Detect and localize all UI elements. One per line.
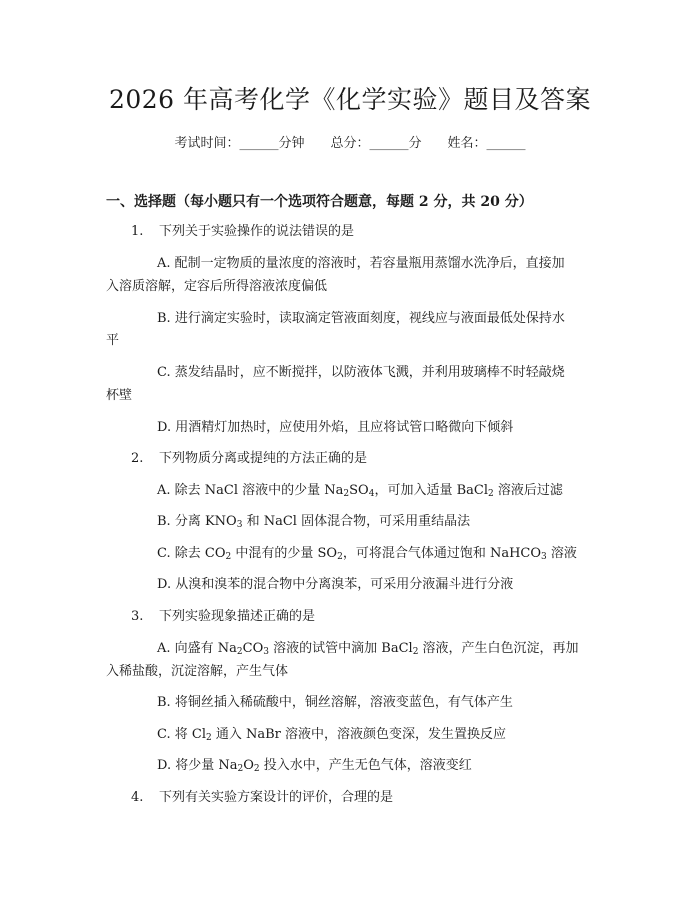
subscript: 2: [225, 552, 232, 562]
text: C. 将 Cl: [157, 727, 206, 742]
text: D. 将少量 Na: [157, 758, 238, 773]
q2-option-c: [157, 546, 577, 562]
text: ，可将混合气体通过饱和 NaHCO: [342, 546, 542, 561]
q3-option-c: [157, 727, 506, 743]
subscript: 2: [236, 647, 243, 657]
q1-option-a-continued: 入溶质溶解，定容后所得溶液浓度偏低: [106, 279, 328, 294]
question-number: 4.: [131, 790, 144, 805]
q3-option-d: [157, 758, 472, 774]
subscript: 3: [236, 520, 243, 530]
text: 通入 NaBr 溶液中，溶液颜色变深，发生置换反应: [211, 727, 507, 742]
question-number: 1.: [131, 224, 144, 239]
subscript: 2: [237, 764, 244, 774]
question-2: [131, 451, 367, 467]
question-4: [131, 790, 393, 806]
text: B. 分离 KNO: [157, 514, 237, 529]
text: C. 除去 CO: [157, 546, 226, 561]
text: A. 向盛有 Na: [157, 641, 237, 656]
question-stem: 下列关于实验操作的说法错误的是: [159, 224, 355, 239]
subscript: 2: [412, 647, 419, 657]
q2-option-a: [157, 483, 563, 499]
subscript: 2: [337, 552, 343, 562]
text: CO: [242, 641, 264, 656]
text: SO: [349, 483, 369, 498]
q1-option-d: D. 用酒精灯加热时，应使用外焰，且应将试管口略微向下倾斜: [157, 420, 514, 435]
text: A. 除去 NaCl 溶液中的少量 Na: [157, 483, 344, 498]
q1-option-c-continued: 杯壁: [106, 388, 133, 403]
subscript: 2: [343, 489, 350, 499]
question-number: 3.: [131, 609, 144, 624]
q2-option-d: D. 从溴和溴苯的混合物中分离溴苯，可采用分液漏斗进行分液: [157, 577, 514, 592]
subscript: 2: [206, 733, 212, 743]
q3-option-a-continued: 入稀盐酸，沉淀溶解，产生气体: [106, 664, 289, 679]
text: 溶液，产生白色沉淀，再加: [418, 641, 579, 656]
question-stem: 下列有关实验方案设计的评价，合理的是: [159, 790, 394, 805]
section-heading: 一、选择题（每小题只有一个选项符合题意，每题 2 分，共 20 分）: [106, 194, 533, 210]
text: 投入水中，产生无色气体，溶液变红: [259, 758, 472, 773]
total-score-field: 总分：______分: [330, 136, 422, 151]
q3-option-a: [157, 641, 579, 657]
q1-option-a: A. 配制一定物质的量浓度的溶液时，若容量瓶用蒸馏水洗净后，直接加: [157, 256, 565, 271]
question-number: 2.: [131, 451, 144, 466]
subscript: 2: [488, 489, 494, 499]
q1-option-b: B. 进行滴定实验时，读取滴定管液面刻度，视线应与液面最低处保持水: [157, 311, 565, 326]
q1-option-b-continued: 平: [106, 333, 120, 348]
question-stem: 下列物质分离或提纯的方法正确的是: [159, 451, 368, 466]
subscript: 3: [541, 552, 547, 562]
page-title: 2026 年高考化学《化学实验》题目及答案: [108, 85, 592, 114]
text: 中混有的少量 SO: [231, 546, 338, 561]
question-1: [131, 224, 354, 240]
student-name-field: 姓名：______: [447, 136, 526, 151]
text: 溶液后过滤: [493, 483, 563, 498]
subscript: 3: [263, 647, 269, 657]
exam-time-field: 考试时间：______分钟: [174, 136, 305, 151]
q3-option-b: B. 将铜丝插入稀硫酸中，铜丝溶解，溶液变蓝色，有气体产生: [157, 695, 513, 710]
subscript: 4: [368, 489, 375, 499]
subscript: 2: [253, 764, 260, 774]
text: 和 NaCl 固体混合物，可采用重结晶法: [242, 514, 471, 529]
text: 溶液: [546, 546, 577, 561]
exam-info-bar: [0, 132, 700, 151]
text: ，可加入适量 BaCl: [374, 483, 488, 498]
q1-option-c: C. 蒸发结晶时，应不断搅拌，以防液体飞溅，并利用玻璃棒不时轻敲烧: [157, 365, 565, 380]
question-stem: 下列实验现象描述正确的是: [159, 609, 316, 624]
text: O: [243, 758, 254, 773]
text: 溶液的试管中滴加 BaCl: [269, 641, 413, 656]
q2-option-b: [157, 514, 470, 530]
question-3: [131, 609, 315, 625]
